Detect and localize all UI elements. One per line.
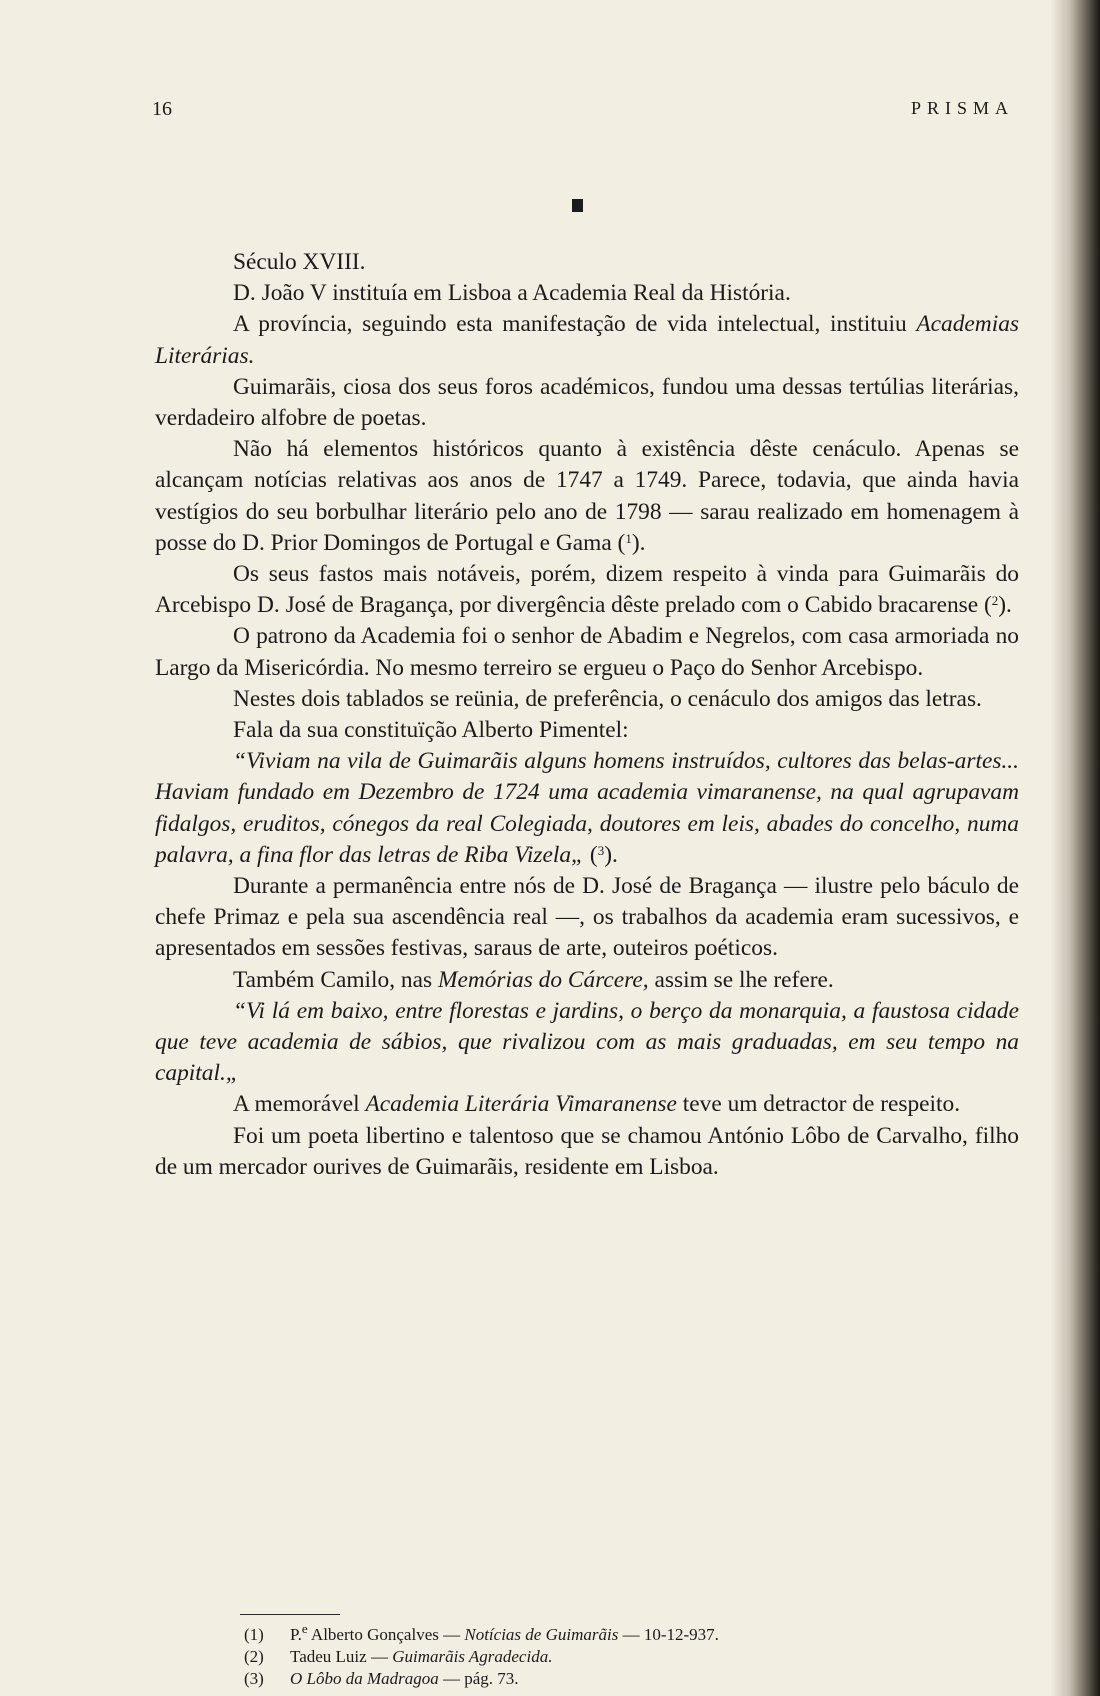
paragraph-p13	[155, 996, 1019, 1090]
footnote-ref: 3	[597, 842, 605, 858]
italic-text: Academias Literárias.	[155, 311, 1019, 369]
paragraph-p12	[155, 965, 1019, 996]
paragraph-p5	[155, 434, 1019, 559]
footnote-ref: e	[301, 1621, 308, 1636]
page-header	[152, 98, 1014, 126]
text-run: Guimarãis, ciosa dos seus foros académicos, fundou uma dessas tertúlias literárias, verdadeiro alfobre de poetas.	[155, 373, 1019, 432]
running-head: PRISMA	[910, 98, 1014, 118]
text-run: O patrono da Academia foi o senhor de Abadim e Negrelos, com casa armoriada no Largo da Misericórdia. No mesmo terreiro se ergueu o Paço do Senhor Arcebispo.	[155, 623, 1019, 681]
text-run: A memorável	[233, 1091, 366, 1118]
footnote-2	[244, 1646, 719, 1668]
paragraph-p9	[155, 715, 1019, 746]
paragraph-p3	[155, 309, 1019, 371]
footnote-number: (3)	[244, 1669, 264, 1688]
italic-text: Notícias de Guimarãis	[464, 1625, 619, 1644]
paragraph-p6	[155, 559, 1019, 621]
text-run: Durante a permanência entre nós de D. José de Bragança — ilustre pelo báculo de chefe Primaz e pela sua ascendência real —, os trabalhos da academia eram sucessivos, e apresentados em sessões festivas, saraus de arte, outeiros poéticos.	[155, 873, 1019, 962]
text-run: ).	[604, 841, 618, 868]
text-run: assim se lhe refere.	[648, 966, 834, 993]
footnote-number: (2)	[244, 1647, 264, 1666]
text-run: (	[584, 841, 598, 868]
italic-text: Academia Literária Vimaranense	[365, 1091, 677, 1118]
paragraph-p15	[155, 1121, 1019, 1183]
text-run: Alberto Gonçalves —	[307, 1625, 465, 1644]
footnotes	[244, 1621, 719, 1690]
paragraph-p4	[155, 372, 1019, 434]
paragraph-p10	[155, 746, 1019, 871]
text-run: Os seus fastos mais notáveis, porém, dizem respeito à vinda para Guimarãis do Arcebispo D. José de Bragança, por divergência dêste prelado com o Cabido bracarense (	[155, 561, 1019, 619]
footnote-number: (1)	[244, 1625, 264, 1644]
text-run: — 10-12-937.	[618, 1625, 719, 1644]
page-number: 16	[152, 98, 172, 120]
text-run: P.	[290, 1625, 302, 1644]
italic-text: Guimarãis Agradecida.	[392, 1647, 553, 1666]
footnote-3	[244, 1668, 719, 1690]
text-run: Tadeu Luiz —	[290, 1647, 393, 1666]
italic-text: “Vi lá em baixo, entre florestas e jardins, o berço da monarquia, a faustosa cidade que teve academia de sábios, que rivalizou com as mais graduadas, em seu tempo na capital.„	[155, 997, 1019, 1087]
text-run: A província, seguindo esta manifestação de vida intelectual, instituiu	[233, 311, 917, 338]
text-run: teve um detractor de respeito.	[676, 1091, 961, 1118]
paragraph-p11	[155, 871, 1019, 965]
text-run: — pág. 73.	[438, 1669, 519, 1688]
paragraph-p2	[155, 278, 1019, 309]
text-run: Foi um poeta libertino e talentoso que se chamou António Lôbo de Carvalho, filho de um mercador ourives de Guimarãis, residente em Lisboa.	[155, 1122, 1019, 1180]
text-run: Nestes dois tablados se reünia, de preferência, o cenáculo dos amigos das letras.	[233, 685, 982, 712]
body-text	[155, 247, 1019, 1183]
text-run: D. João V instituía em Lisboa a Academia Real da História.	[233, 280, 791, 307]
paragraph-p1	[155, 247, 1019, 278]
paragraph-p7	[155, 621, 1019, 683]
footnote-1	[244, 1621, 719, 1646]
footnote-ref: 1	[625, 530, 632, 546]
footnote-rule	[240, 1614, 340, 1615]
paragraph-p8	[155, 684, 1019, 715]
italic-text: Memórias do Cárcere,	[437, 966, 649, 993]
text-run: ).	[631, 529, 646, 556]
section-ornament	[572, 199, 583, 212]
italic-text: “Viviam na vila de Guimarãis alguns homens instruídos, cultores das belas-artes... Haviam fundado em Dezembro de 1724 uma academia vimaranense, na qual agrupavam fidalgos, eruditos, cónegos da real Colegiada, doutores em leis, abades do concelho, numa palavra, a fina flor das letras de Riba Vizela„	[155, 748, 1019, 868]
footnote-ref: 2	[991, 593, 999, 609]
italic-text: O Lôbo da Madragoa	[290, 1669, 439, 1688]
text-run: ).	[998, 592, 1012, 619]
text-run: Também Camilo, nas	[233, 966, 438, 993]
text-run: Não há elementos históricos quanto à existência dêste cenáculo. Apenas se alcançam notícias relativas aos anos de 1747 a 1749. Parece, todavia, que ainda havia vestígios do seu borbulhar literário pelo ano de 1798 — sarau realizado em homenagem à posse do D. Prior Domingos de Portugal e Gama (	[155, 436, 1019, 556]
paragraph-p14	[155, 1089, 1019, 1120]
text-run: Fala da sua constituïção Alberto Pimentel:	[233, 717, 629, 744]
text-run: Século XVIII.	[233, 249, 366, 275]
